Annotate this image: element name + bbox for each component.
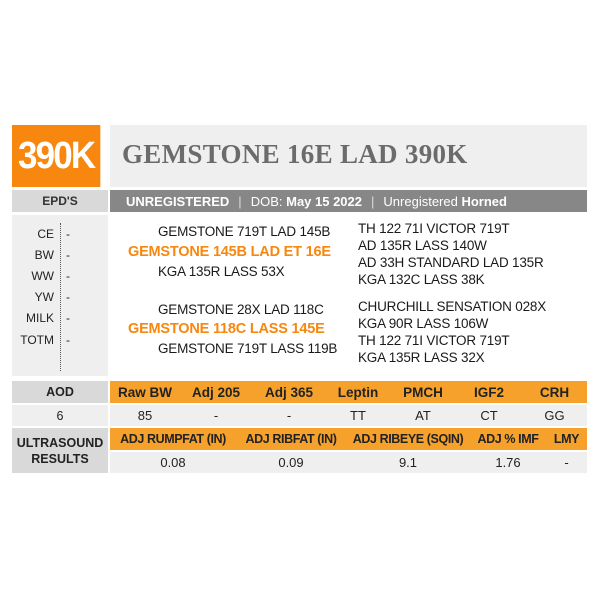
col-leptin: Leptin <box>337 384 379 400</box>
animal-name-title: GEMSTONE 16E LAD 390K <box>122 139 468 169</box>
epd-label: MILK <box>25 311 54 325</box>
card-header <box>12 125 587 187</box>
pedigree-sds: AD 33H STANDARD LAD 135R <box>358 255 544 270</box>
ultrasound-label-line2: RESULTS <box>31 451 89 466</box>
col-ribeye: ADJ RIBEYE (SQIN) <box>352 432 464 446</box>
epd-value: - <box>66 248 70 262</box>
separator: | <box>371 193 375 209</box>
col-ribfat: ADJ RIBFAT (IN) <box>245 432 337 446</box>
val-crh: GG <box>544 408 565 423</box>
val-adj-365: - <box>286 408 292 423</box>
pedigree-dsd: KGA 90R LASS 106W <box>358 316 489 331</box>
epd-value: - <box>66 290 70 304</box>
title-box <box>110 125 587 187</box>
ultrasound-label <box>12 428 108 473</box>
epd-label: BW <box>34 248 54 262</box>
pedigree-dam-sire: GEMSTONE 28X LAD 118C <box>158 302 324 317</box>
val-ribfat: 0.09 <box>278 455 304 470</box>
val-rumpfat: 0.08 <box>160 455 186 470</box>
dob-label: DOB: <box>250 193 283 209</box>
epd-label: YW <box>34 290 54 304</box>
col-rumpfat: ADJ RUMPFAT (IN) <box>120 432 226 446</box>
epd-label: TOTM <box>20 333 54 347</box>
pedigree-sdd: KGA 132C LASS 38K <box>358 272 485 287</box>
pedigree-dam: GEMSTONE 118C LASS 145E <box>128 321 325 337</box>
val-ribeye: 9.1 <box>398 455 418 470</box>
pedigree-sss: TH 122 71I VICTOR 719T <box>358 221 510 236</box>
epd-row-yw <box>12 290 108 310</box>
epd-panel <box>12 215 108 376</box>
epd-value: - <box>66 311 70 325</box>
performance-value-row <box>110 405 587 426</box>
horn-prefix: Unregistered <box>383 193 458 209</box>
epd-row-totm <box>12 333 108 353</box>
val-lmy: - <box>564 455 569 470</box>
val-pmch: AT <box>415 408 431 423</box>
val-raw-bw: 85 <box>137 408 153 423</box>
pedigree-ddd: KGA 135R LASS 32X <box>358 350 485 365</box>
epd-label: CE <box>37 227 54 241</box>
horn-status: Horned <box>461 193 507 209</box>
col-adj-205: Adj 205 <box>191 384 241 400</box>
val-leptin: TT <box>350 408 366 423</box>
ultrasound-header-row <box>110 428 587 450</box>
col-igf2: IGF2 <box>473 384 504 400</box>
epd-row-ce <box>12 227 108 247</box>
col-adj-365: Adj 365 <box>264 384 314 400</box>
registration-status: UNREGISTERED <box>126 193 230 209</box>
epd-value: - <box>66 269 70 283</box>
tag-number-badge: 390K <box>12 125 100 187</box>
epd-row-bw <box>12 248 108 268</box>
pedigree-sire: GEMSTONE 145B LAD ET 16E <box>128 244 331 260</box>
ultrasound-label-line1: ULTRASOUND <box>16 435 104 450</box>
ultrasound-value-row <box>110 452 587 473</box>
pedigree-sire-sire: GEMSTONE 719T LAD 145B <box>158 224 331 239</box>
pedigree-dss: CHURCHILL SENSATION 028X <box>358 299 547 314</box>
col-pmch: PMCH <box>403 384 443 400</box>
performance-header-row <box>110 381 587 403</box>
epd-value: - <box>66 227 70 241</box>
val-igf2: CT <box>480 408 498 423</box>
epd-label: EPD'S <box>12 190 108 212</box>
epd-row-milk <box>12 311 108 331</box>
aod-value: 6 <box>12 405 108 426</box>
pedigree-dam-dam: GEMSTONE 719T LASS 119B <box>158 341 338 356</box>
pedigree-sire-dam: KGA 135R LASS 53X <box>158 264 285 279</box>
epd-label: WW <box>31 269 54 283</box>
col-crh: CRH <box>539 384 570 400</box>
epd-row-ww <box>12 269 108 289</box>
pedigree-ssd: AD 135R LASS 140W <box>358 238 487 253</box>
separator: | <box>238 193 242 209</box>
pedigree-dds: TH 122 71I VICTOR 719T <box>358 333 510 348</box>
aod-label: AOD <box>12 381 108 403</box>
col-imf: ADJ % IMF <box>477 432 539 446</box>
col-lmy: LMY <box>553 432 580 446</box>
epd-value: - <box>66 333 70 347</box>
col-raw-bw: Raw BW <box>118 384 172 400</box>
dob-value: May 15 2022 <box>286 193 363 209</box>
val-imf: 1.76 <box>495 455 521 470</box>
val-adj-205: - <box>213 408 219 423</box>
info-bar <box>110 190 587 212</box>
